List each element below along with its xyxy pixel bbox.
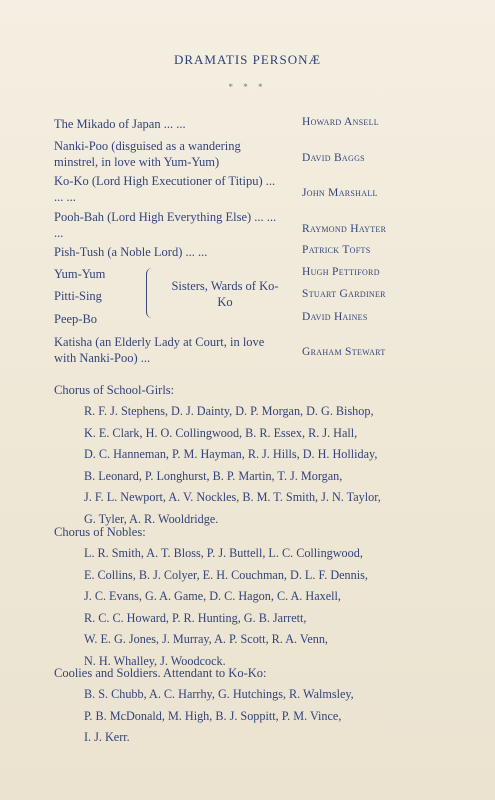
cast-actor: Graham Stewart [302,346,386,358]
brace [146,268,157,318]
names-block [84,543,476,673]
name-line: R. C. C. Howard, P. R. Hunting, G. B. Jarrett, [84,610,307,625]
sisters-note: Sisters, Wards of Ko-Ko [171,279,279,309]
cast-actor: John Marshall [302,187,378,199]
section-heading: Chorus of School-Girls: [54,383,175,397]
name-line: D. C. Hanneman, P. M. Hayman, R. J. Hills, D. H. Holliday, [84,447,378,462]
cast-role: Ko-Ko (Lord High Executioner of Titipu) ... ... ... [54,174,276,204]
name-line: J. F. L. Newport, A. V. Nockles, B. M. T. Smith, J. N. Taylor, [84,490,381,505]
names-block [84,401,476,531]
cast-role: The Mikado of Japan ... ... [54,117,186,131]
cast-actor: David Baggs [302,152,365,164]
name-line: P. B. McDonald, M. High, B. J. Soppitt, P. M. Vince, [84,708,342,723]
section-heading: Chorus of Nobles: [54,525,146,539]
cast-actor: Stuart Gardiner [302,288,386,300]
cast-actor: Patrick Tofts [302,244,371,256]
name-line: E. Collins, B. J. Colyer, E. H. Couchman, D. L. F. Dennis, [84,567,368,582]
cast-role: Katisha (an Elderly Lady at Court, in love with Nanki-Poo) ... [54,335,265,365]
name-line: L. R. Smith, A. T. Bloss, P. J. Buttell, L. C. Collingwood, [84,546,363,560]
name-line: J. C. Evans, G. A. Game, D. C. Hagon, C. A. Haxell, [84,589,341,604]
name-line: W. E. G. Jones, J. Murray, A. P. Scott, R. A. Venn, [84,632,328,647]
section-heading: Coolies and Soldiers. Attendant to Ko-Ko: [54,666,267,680]
cast-actor: Howard Ansell [302,116,379,128]
name-line: K. E. Clark, H. O. Collingwood, B. R. Essex, R. J. Hall, [84,425,358,440]
cast-actor: Raymond Hayter [302,223,387,235]
cast-role: Peep-Bo [54,312,98,326]
name-line: N. H. Whalley, J. Woodcock. [84,653,226,668]
name-line: G. Tyler, A. R. Wooldridge. [84,511,219,526]
names-block [84,684,476,749]
cast-actor: David Haines [302,311,368,323]
ornament-stars: * * * [228,82,267,92]
cast-role: Pitti-Sing [54,289,102,303]
name-line: B. S. Chubb, A. C. Harrhy, G. Hutchings, R. Walmsley, [84,687,354,701]
cast-role: Pooh-Bah (Lord High Everything Else) ... ... ... [54,210,277,240]
page-title: DRAMATIS PERSONÆ [173,52,322,67]
cast-actor: Hugh Pettiford [302,266,380,278]
name-line: R. F. J. Stephens, D. J. Dainty, D. P. Morgan, D. G. Bishop, [84,404,374,418]
name-line: I. J. Kerr. [84,730,130,745]
name-line: B. Leonard, P. Longhurst, B. P. Martin, T. J. Morgan, [84,468,343,483]
cast-role: Yum-Yum [54,267,106,281]
cast-role: Nanki-Poo (disguised as a wandering minstrel, in love with Yum-Yum) [54,139,241,169]
cast-role: Pish-Tush (a Noble Lord) ... ... [54,245,208,259]
